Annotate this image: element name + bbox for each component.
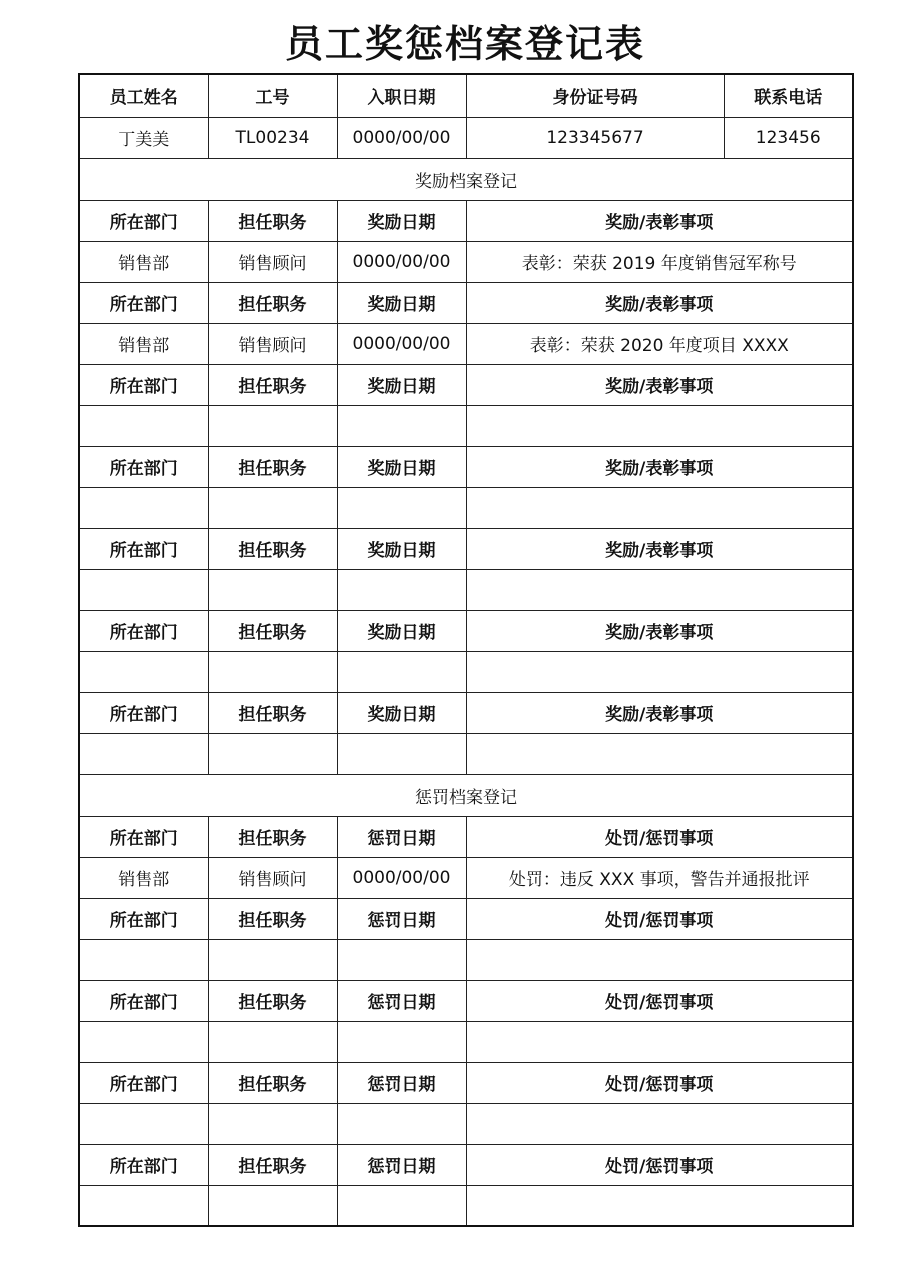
phone-field[interactable]: 123456 <box>724 117 853 158</box>
header-cell: 奖励日期 <box>337 200 466 241</box>
header-cell: 奖励/表彰事项 <box>466 610 853 651</box>
penalties-header-row <box>79 898 853 939</box>
date-field[interactable] <box>337 569 466 610</box>
matter-field[interactable] <box>466 939 853 980</box>
position-field[interactable]: 销售顾问 <box>208 241 337 282</box>
rewards-header-row <box>79 364 853 405</box>
employee-id-field[interactable]: TL00234 <box>208 117 337 158</box>
header-cell: 惩罚日期 <box>337 1144 466 1185</box>
rewards-header-row <box>79 610 853 651</box>
header-cell: 身份证号码 <box>466 74 724 117</box>
header-cell: 担任职务 <box>208 980 337 1021</box>
department-field[interactable] <box>79 733 208 774</box>
penalties-entry-row <box>79 939 853 980</box>
header-cell: 员工姓名 <box>79 74 208 117</box>
penalties-entry-row <box>79 1185 853 1226</box>
rewards-entry-row <box>79 487 853 528</box>
matter-field[interactable] <box>466 405 853 446</box>
header-cell: 所在部门 <box>79 528 208 569</box>
department-field[interactable] <box>79 939 208 980</box>
header-cell: 所在部门 <box>79 898 208 939</box>
position-field[interactable] <box>208 1103 337 1144</box>
header-cell: 惩罚日期 <box>337 816 466 857</box>
header-cell: 担任职务 <box>208 816 337 857</box>
position-field[interactable] <box>208 651 337 692</box>
rewards-entry-row <box>79 405 853 446</box>
date-field[interactable] <box>337 1021 466 1062</box>
penalties-section-title-row <box>79 774 853 816</box>
position-field[interactable] <box>208 405 337 446</box>
rewards-entry-row <box>79 241 853 282</box>
penalties-entry-row <box>79 857 853 898</box>
rewards-header-row <box>79 446 853 487</box>
header-cell: 奖励日期 <box>337 610 466 651</box>
header-cell: 担任职务 <box>208 1144 337 1185</box>
header-cell: 所在部门 <box>79 446 208 487</box>
position-field[interactable]: 销售顾问 <box>208 857 337 898</box>
id-number-field[interactable]: 123345677 <box>466 117 724 158</box>
header-cell: 入职日期 <box>337 74 466 117</box>
position-field[interactable] <box>208 487 337 528</box>
header-cell: 所在部门 <box>79 692 208 733</box>
header-cell: 担任职务 <box>208 898 337 939</box>
department-field[interactable] <box>79 1185 208 1226</box>
penalties-header-row <box>79 1144 853 1185</box>
date-field[interactable]: 0000/00/00 <box>337 241 466 282</box>
position-field[interactable] <box>208 939 337 980</box>
hire-date-field[interactable]: 0000/00/00 <box>337 117 466 158</box>
rewards-entry-row <box>79 651 853 692</box>
department-field[interactable]: 销售部 <box>79 241 208 282</box>
rewards-section-title-row <box>79 158 853 200</box>
header-cell: 所在部门 <box>79 980 208 1021</box>
position-field[interactable]: 销售顾问 <box>208 323 337 364</box>
header-cell: 所在部门 <box>79 610 208 651</box>
header-cell: 奖励/表彰事项 <box>466 446 853 487</box>
rewards-section-title: 奖励档案登记 <box>79 158 853 200</box>
date-field[interactable] <box>337 651 466 692</box>
header-cell: 奖励/表彰事项 <box>466 528 853 569</box>
header-cell: 惩罚日期 <box>337 1062 466 1103</box>
header-cell: 处罚/惩罚事项 <box>466 1062 853 1103</box>
header-cell: 奖励日期 <box>337 528 466 569</box>
date-field[interactable] <box>337 405 466 446</box>
header-cell: 担任职务 <box>208 200 337 241</box>
header-cell: 奖励/表彰事项 <box>466 692 853 733</box>
rewards-entry-row <box>79 323 853 364</box>
header-cell: 所在部门 <box>79 200 208 241</box>
department-field[interactable] <box>79 1103 208 1144</box>
position-field[interactable] <box>208 1021 337 1062</box>
department-field[interactable]: 销售部 <box>79 857 208 898</box>
employee-header-row <box>79 74 853 117</box>
matter-field[interactable] <box>466 1185 853 1226</box>
header-cell: 担任职务 <box>208 610 337 651</box>
header-cell: 所在部门 <box>79 364 208 405</box>
penalties-header-row <box>79 980 853 1021</box>
department-field[interactable] <box>79 1021 208 1062</box>
header-cell: 担任职务 <box>208 282 337 323</box>
header-cell: 奖励日期 <box>337 282 466 323</box>
matter-field[interactable] <box>466 651 853 692</box>
matter-field[interactable] <box>466 487 853 528</box>
department-field[interactable] <box>79 569 208 610</box>
rewards-entry-row <box>79 733 853 774</box>
date-field[interactable] <box>337 1185 466 1226</box>
header-cell: 担任职务 <box>208 446 337 487</box>
header-cell: 奖励/表彰事项 <box>466 282 853 323</box>
page-title: 员工奖惩档案登记表 <box>284 22 645 66</box>
employee-name-field[interactable]: 丁美美 <box>79 117 208 158</box>
header-cell: 所在部门 <box>79 1144 208 1185</box>
header-cell: 奖励日期 <box>337 364 466 405</box>
department-field[interactable]: 销售部 <box>79 323 208 364</box>
penalties-header-row <box>79 816 853 857</box>
header-cell: 处罚/惩罚事项 <box>466 980 853 1021</box>
penalties-header-row <box>79 1062 853 1103</box>
department-field[interactable] <box>79 651 208 692</box>
date-field[interactable] <box>337 939 466 980</box>
penalties-entry-row <box>79 1103 853 1144</box>
matter-field[interactable] <box>466 1021 853 1062</box>
header-cell: 所在部门 <box>79 816 208 857</box>
penalties-entry-row <box>79 1021 853 1062</box>
header-cell: 奖励日期 <box>337 446 466 487</box>
matter-field[interactable]: 表彰：荣获 2019 年度销售冠军称号 <box>466 241 853 282</box>
position-field[interactable] <box>208 733 337 774</box>
position-field[interactable] <box>208 569 337 610</box>
employee-value-row <box>79 117 853 158</box>
header-cell: 处罚/惩罚事项 <box>466 898 853 939</box>
matter-field[interactable]: 处罚：违反 XXX 事项，警告并通报批评 <box>466 857 853 898</box>
header-cell: 担任职务 <box>208 364 337 405</box>
header-cell: 所在部门 <box>79 1062 208 1103</box>
header-cell: 处罚/惩罚事项 <box>466 816 853 857</box>
header-cell: 惩罚日期 <box>337 980 466 1021</box>
date-field[interactable] <box>337 487 466 528</box>
rewards-header-row <box>79 692 853 733</box>
header-cell: 担任职务 <box>208 692 337 733</box>
date-field[interactable]: 0000/00/00 <box>337 323 466 364</box>
rewards-entry-row <box>79 569 853 610</box>
penalties-section-title: 惩罚档案登记 <box>79 774 853 816</box>
header-cell: 惩罚日期 <box>337 898 466 939</box>
matter-field[interactable] <box>466 1103 853 1144</box>
header-cell: 所在部门 <box>79 282 208 323</box>
header-cell: 担任职务 <box>208 528 337 569</box>
header-cell: 联系电话 <box>724 74 853 117</box>
record-form-table <box>78 73 854 1227</box>
matter-field[interactable]: 表彰：荣获 2020 年度项目 XXXX <box>466 323 853 364</box>
department-field[interactable] <box>79 487 208 528</box>
position-field[interactable] <box>208 1185 337 1226</box>
department-field[interactable] <box>79 405 208 446</box>
rewards-header-row <box>79 282 853 323</box>
rewards-header-row <box>79 200 853 241</box>
header-cell: 奖励/表彰事项 <box>466 364 853 405</box>
header-cell: 工号 <box>208 74 337 117</box>
header-cell: 担任职务 <box>208 1062 337 1103</box>
matter-field[interactable] <box>466 569 853 610</box>
matter-field[interactable] <box>466 733 853 774</box>
date-field[interactable] <box>337 733 466 774</box>
header-cell: 奖励/表彰事项 <box>466 200 853 241</box>
date-field[interactable] <box>337 1103 466 1144</box>
date-field[interactable]: 0000/00/00 <box>337 857 466 898</box>
header-cell: 处罚/惩罚事项 <box>466 1144 853 1185</box>
header-cell: 奖励日期 <box>337 692 466 733</box>
rewards-header-row <box>79 528 853 569</box>
